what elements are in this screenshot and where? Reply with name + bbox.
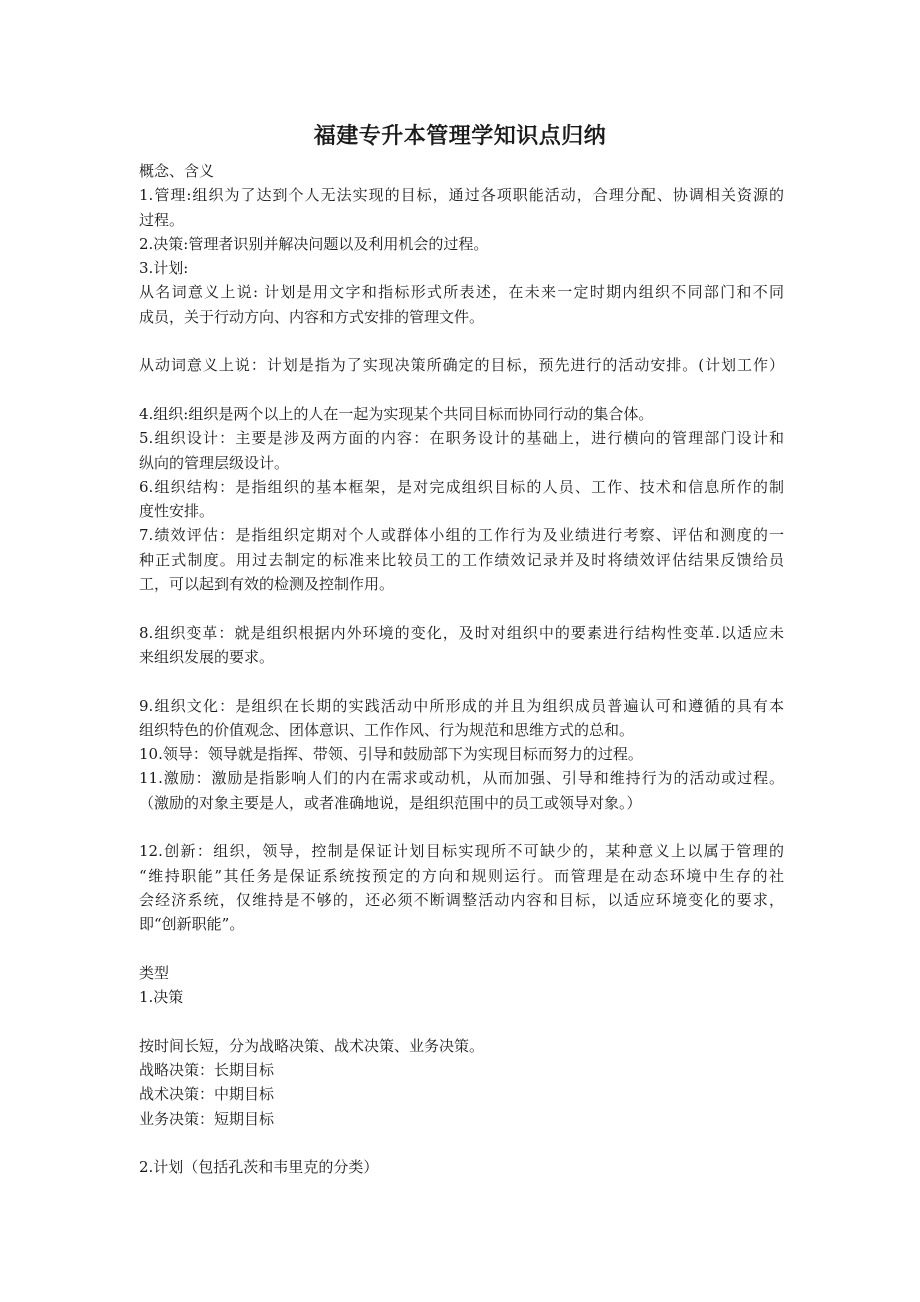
text-line: 4.组织:组织是两个以上的人在一起为实现某个共同目标而协同行动的集合体。: [139, 404, 654, 423]
blank-line: [139, 1131, 784, 1155]
text-line: 5.组织设计：主要是涉及两方面的内容：在职务设计的基础上，进行横向的管理部门设计和: [139, 429, 784, 448]
text-line: “维持职能”其任务是保证系统按预定的方向和规则运行。而管理是在动态环境中生存的社: [139, 866, 784, 885]
text-line: 工，可以起到有效的检测及控制作用。: [139, 575, 395, 594]
blank-line: [139, 378, 784, 402]
text-line: 12.创新：组织，领导，控制是保证计划目标实现所不可缺少的，某种意义上以属于管理的: [139, 842, 784, 861]
text-line: 1.管理:组织为了达到个人无法实现的目标，通过各项职能活动，合理分配、协调相关资源的: [139, 186, 784, 205]
text-line: 业务决策：短期目标: [139, 1109, 275, 1128]
text-line: 1.决策: [139, 988, 184, 1007]
text-line: 9.组织文化：是组织在长期的实践活动中所形成的并且为组织成员普遍认可和遵循的具有本: [139, 696, 784, 715]
text-line: 组织特色的价值观念、团体意识、工作作风、行为规范和思维方式的总和。: [139, 720, 635, 739]
blank-line: [139, 1009, 784, 1033]
text-line: 成员，关于行动方向、内容和方式安排的管理文件。: [139, 307, 485, 326]
blank-line: [139, 329, 784, 353]
blank-line: [139, 669, 784, 693]
text-line: 2.计划（包括孔茨和韦里克的分类）: [139, 1158, 379, 1177]
text-line: 类型: [139, 963, 170, 982]
text-line: 8.组织变革：就是组织根据内外环境的变化，及时对组织中的要素进行结构性变革.以适应未: [139, 623, 784, 642]
text-line: 会经济系统，仅维持是不够的，还必须不断调整活动内容和目标，以适应环境变化的要求，: [139, 890, 784, 909]
text-line: 过程。: [139, 210, 185, 229]
blank-line: [139, 937, 784, 961]
text-line: 战略决策：长期目标: [139, 1060, 275, 1079]
text-line: 6.组织结构：是指组织的基本框架，是对完成组织目标的人员、工作、技术和信息所作的制: [139, 477, 784, 496]
text-line: 3.计划:: [139, 259, 189, 278]
blank-line: [139, 815, 784, 839]
text-line: 度性安排。: [139, 502, 215, 521]
document-title: 福建专升本管理学知识点归纳: [313, 123, 607, 149]
text-line: （激励的对象主要是人，或者准确地说，是组织范围中的员工或领导对象。）: [139, 793, 642, 812]
text-line: 10.领导：领导就是指挥、带领、引导和鼓励部下为实现目标而努力的过程。: [139, 745, 643, 764]
document-body: [139, 159, 784, 1179]
text-line: 纵向的管理层级设计。: [139, 453, 290, 472]
text-line: 11.激励：激励是指影响人们的内在需求或动机，从而加强、引导和维持行为的活动或过程。: [139, 769, 784, 788]
text-line: 7.绩效评估：是指组织定期对个人或群体小组的工作行为及业绩进行考察、评估和测度的一: [139, 526, 784, 545]
text-line: 种正式制度。用过去制定的标准来比较员工的工作绩效记录并及时将绩效评估结果反馈给员: [139, 550, 784, 569]
text-line: 来组织发展的要求。: [139, 647, 275, 666]
text-line: 按时间长短，分为战略决策、战术决策、业务决策。: [139, 1036, 485, 1055]
text-line: 概念、含义: [139, 162, 215, 180]
text-line: 2.决策:管理者识别并解决问题以及利用机会的过程。: [139, 234, 489, 253]
text-line: 即“创新职能”。: [139, 915, 245, 934]
blank-line: [139, 596, 784, 620]
text-line: 从动词意义上说：计划是指为了实现决策所确定的目标，预先进行的活动安排。(计划工作）: [139, 356, 784, 375]
text-line: 从名词意义上说: 计划是用文字和指标形式所表述，在未来一定时期内组织不同部门和不同: [139, 283, 784, 302]
text-line: 战术决策：中期目标: [139, 1085, 275, 1104]
